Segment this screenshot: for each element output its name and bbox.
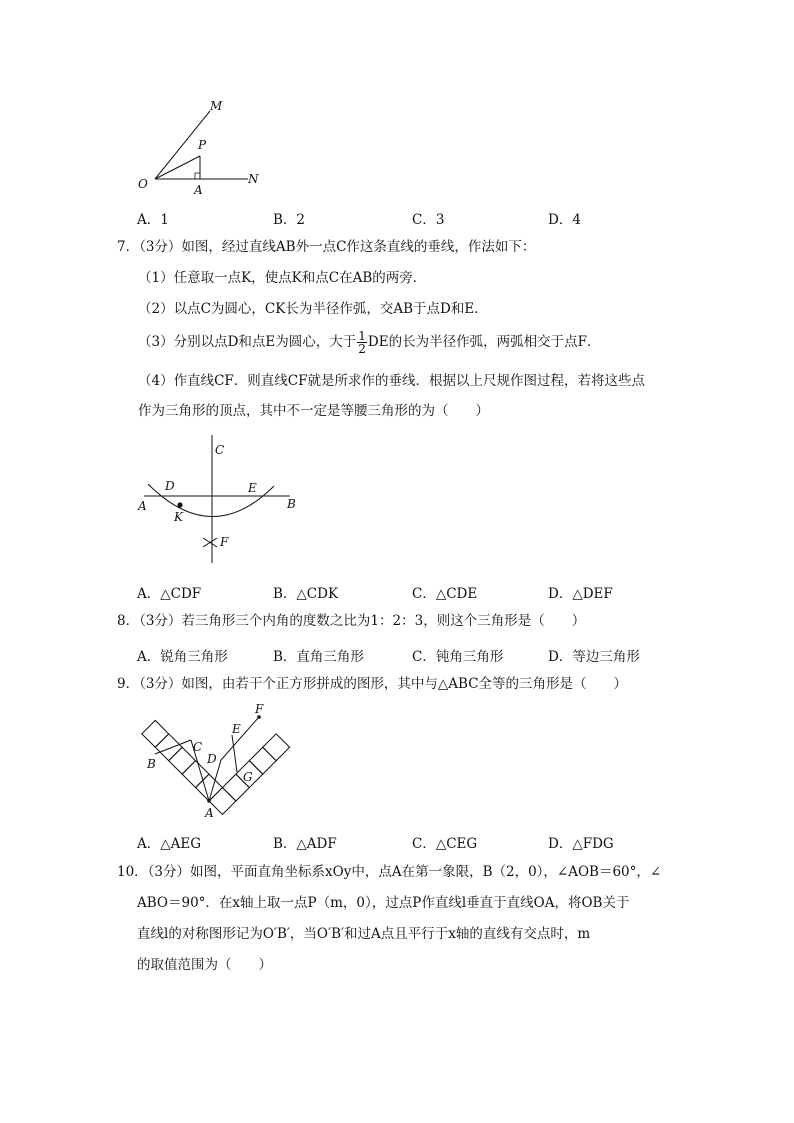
square [263, 734, 290, 761]
label-F: F [220, 535, 229, 549]
q7-step-3 [138, 330, 600, 355]
label-A: A [205, 806, 214, 820]
label-B: B [147, 757, 156, 771]
q7-option-b[interactable]: B．△CDK [273, 586, 339, 602]
label-D: D [165, 479, 175, 493]
q7-step-2: （2）以点C为圆心，CK长为半径作弧，交AB于点D和E． [138, 301, 488, 317]
square [196, 774, 223, 801]
q8-option-d[interactable]: D．等边三角形 [548, 649, 640, 665]
q10-line-1: 10．（3分）如图，平面直角坐标系xOy中，点A在第一象限，B（2，0），∠AOB＝60°，∠ [117, 864, 662, 880]
q7-option-d[interactable]: D．△DEF [548, 586, 613, 602]
label-B: B [287, 497, 296, 511]
label-F: F [255, 702, 264, 716]
segment-EG [232, 735, 237, 772]
fraction-denominator: 2 [358, 342, 366, 356]
label-P: P [198, 138, 207, 152]
label-A: A [194, 183, 203, 197]
q6-option-c[interactable]: C．3 [412, 212, 445, 228]
label-A: A [138, 499, 147, 513]
q6-figure [130, 95, 270, 200]
label-E: E [248, 481, 257, 495]
label-N: N [248, 172, 259, 186]
q9-stem: 9．（3分）如图，由若干个正方形拼成的图形，其中与△ABC全等的三角形是（ ） [117, 676, 628, 692]
q8-option-b[interactable]: B．直角三角形 [273, 649, 364, 665]
q7-figure [130, 430, 310, 570]
q7-option-c[interactable]: C．△CDE [412, 586, 478, 602]
q8-option-a[interactable]: A．锐角三角形 [137, 649, 228, 665]
q9-option-c[interactable]: C．△CEG [412, 836, 478, 852]
label-D: D [207, 752, 217, 766]
q9-option-d[interactable]: D．△FDG [548, 836, 614, 852]
label-K: K [174, 510, 183, 524]
q10-line-4: 的取值范围为（ ） [137, 957, 272, 973]
label-G: G [243, 770, 253, 784]
label-E: E [232, 722, 241, 736]
square [249, 747, 276, 774]
q8-option-c[interactable]: C．钝角三角形 [412, 649, 504, 665]
fraction-one-half [357, 330, 367, 355]
q9-option-a[interactable]: A．△AEG [137, 836, 202, 852]
q7-step-3-post: DE的长为半径作弧，两弧相交于点F． [367, 334, 601, 350]
q7-option-a[interactable]: A．△CDF [137, 586, 202, 602]
right-angle-mark [195, 173, 200, 179]
q10-line-2: ABO＝90°．在x轴上取一点P（m，0），过点P作直线l垂直于直线OA，将OB关于 [137, 895, 630, 911]
label-C: C [215, 443, 225, 457]
square [169, 747, 196, 774]
label-M: M [210, 99, 223, 113]
square [155, 734, 182, 761]
point-A [207, 799, 211, 803]
q7-step-4-line-2: 作为三角形的顶点，其中不一定是等腰三角形的为（ ） [138, 403, 489, 419]
q7-stem: 7．（3分）如图，经过直线AB外一点C作这条直线的垂线，作法如下： [117, 239, 536, 255]
q10-line-3: 直线l的对称图形记为O′B′，当O′B′和过A点且平行于x轴的直线有交点时，m [137, 926, 591, 942]
point-K [177, 502, 182, 507]
q7-step-3-pre: （3）分别以点D和点E为圆心，大于 [138, 334, 357, 350]
fraction-numerator: 1 [358, 329, 366, 343]
q6-option-a[interactable]: A．1 [137, 212, 169, 228]
square [182, 761, 209, 788]
q7-step-1: （1）任意取一点K，使点K和点C在AB的两旁． [138, 270, 427, 286]
q8-stem: 8．（3分）若三角形三个内角的度数之比为1：2：3，则这个三角形是（ ） [117, 613, 586, 629]
square [142, 720, 169, 747]
segment-OP [155, 156, 200, 179]
q6-option-b[interactable]: B．2 [273, 212, 306, 228]
q6-option-d[interactable]: D．4 [548, 212, 581, 228]
q7-step-4-line-1: （4）作直线CF．则直线CF就是所求作的垂线．根据以上尺规作图过程，若将这些点 [138, 373, 645, 389]
label-C: C [193, 740, 203, 754]
label-O: O [138, 177, 148, 191]
q9-figure [135, 700, 285, 825]
q9-option-b[interactable]: B．△ADF [273, 836, 337, 852]
